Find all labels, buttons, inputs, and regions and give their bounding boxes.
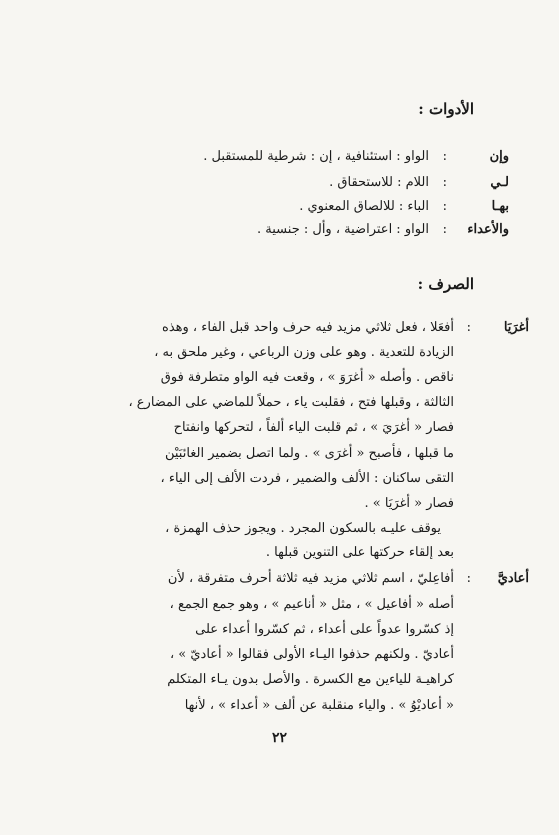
tools-row — [49, 149, 509, 169]
morph-sep: : — [466, 571, 471, 586]
tools-term: وإن — [489, 149, 509, 164]
morph-line: ما قبلها ، فأصبح « أغرَى » . ولما اتصل بضمير الغائبَيْن — [164, 446, 454, 461]
tools-term: بهـا — [491, 199, 509, 214]
tools-row — [49, 222, 509, 242]
page-number: ٢٢ — [271, 730, 288, 746]
morph-line: أعاديّ . ولكنهم حذفوا اليـاء الأولى فقالوا « أعاديّ » ، — [169, 647, 454, 662]
tools-sep: : — [442, 222, 447, 237]
morph-line: كراهيـة للياءين مع الكسرة . والأصل بدون يـاء المتكلم — [167, 672, 454, 687]
tools-term: لـي — [490, 175, 509, 190]
tools-row — [49, 199, 509, 219]
morph-line: الزيادة للتعدية . وهو على وزن الرباعي ، وغير ملحق به ، — [154, 345, 454, 360]
tools-text: الواو : اعتراضية ، وأل : جنسية . — [257, 222, 429, 237]
morph-line: فصار « أغرَيَ » ، ثم قلبت الياء ألفاً ، لتحركها وانفتاح — [173, 420, 454, 435]
tools-sep: : — [442, 175, 447, 190]
morph-line: ناقص . وأصله « أغرَوَ » ، وقعت فيه الواو متطرفة فوق — [160, 370, 454, 385]
tools-sep: : — [442, 149, 447, 164]
tools-term: والأعداء — [467, 222, 509, 237]
morph-line: أفاعِليّ ، اسم ثلاثي مزيد فيه ثلاثة أحرف متفرقة ، لأن — [167, 571, 454, 586]
tools-text: اللام : للاستحقاق . — [329, 175, 429, 190]
morph-line: الثالثة ، وقبلها فتح ، فقلبت ياء ، حملاً للماضي على المضارع ، — [128, 395, 454, 410]
morph-line: التقى ساكنان : الألف والضمير ، فردت الألف إلى الياء ، — [160, 471, 454, 486]
morph-line: يوقف عليـه بالسكون المجرد . ويجوز حذف الهمزة ، — [165, 521, 441, 536]
morph-term: أغرَيَا — [503, 320, 529, 335]
tools-sep: : — [442, 199, 447, 214]
tools-heading: الأدوات : — [418, 100, 474, 118]
morph-line: أصله « أفاعيل » ، مثل « أناعيم » ، وهو جمع الجمع ، — [169, 597, 454, 612]
morph-line: « أعاديْوُ » . والياء منقلبة عن ألف « أعداء » ، لأنها — [184, 698, 454, 713]
morph-sep: : — [466, 320, 471, 335]
tools-text: الواو : استئنافية ، إن : شرطية للمستقبل . — [203, 149, 429, 164]
morph-line: أفعَلا ، فعل ثلاثي مزيد فيه حرف واحد قبل الفاء ، وهذه — [162, 320, 454, 335]
morph-line: إذ كسّروا عدواً على أعداء ، ثم كسّروا أعداء على — [195, 622, 454, 637]
morph-line: فصار « أغرَيَا » . — [364, 496, 454, 511]
tools-text: الباء : للالصاق المعنوي . — [299, 199, 429, 214]
tools-row — [49, 175, 509, 195]
morph-line: بعد إلقاء حركتها على التنوين قبلها . — [265, 545, 454, 560]
morph-term: أعاديَّ — [497, 571, 529, 586]
morph-heading: الصرف : — [417, 275, 474, 293]
